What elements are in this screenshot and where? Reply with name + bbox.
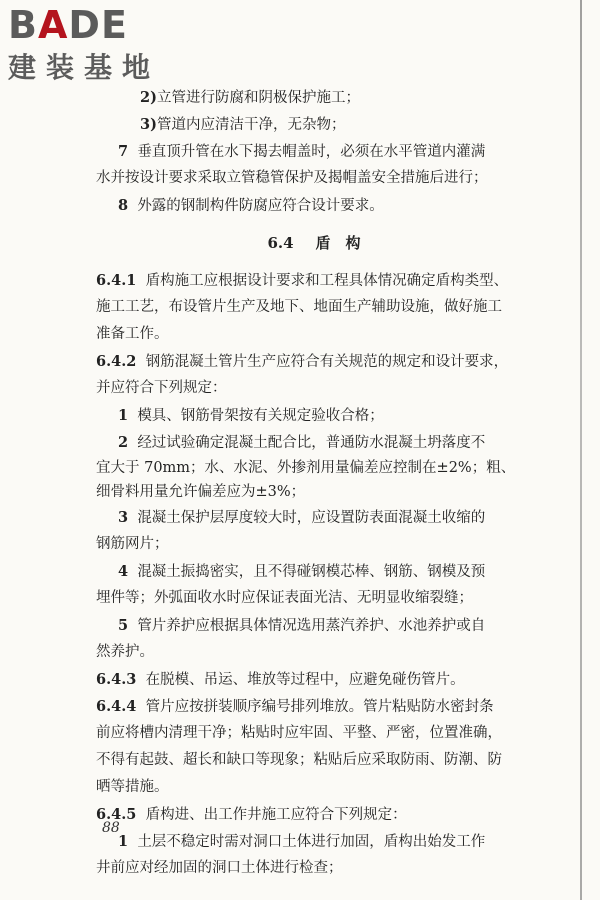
clause-number: 6.4.3 — [96, 671, 137, 688]
clause-text: 盾构施工应根据设计要求和工程具体情况确定盾构类型、 — [145, 273, 509, 289]
list-item-continuation — [96, 855, 532, 882]
clause-text: 在脱模、吊运、堆放等过程中，应避免碰伤管片。 — [145, 672, 465, 688]
section-title: 盾 构 — [315, 234, 361, 252]
clause-number: 6.4.1 — [96, 272, 137, 289]
list-item — [96, 192, 532, 219]
clause-text: 盾构进、出工作井施工应符合下列规定： — [145, 807, 407, 823]
item-text: 宜大于 70mm；水、水泥、外掺剂用量偏差应控制在±2%；粗、 — [96, 460, 516, 476]
clause-number: 6.4.2 — [96, 353, 137, 370]
clause-continuation — [96, 720, 532, 747]
list-item — [96, 138, 532, 165]
list-item-continuation — [96, 165, 532, 192]
page-content — [96, 84, 532, 882]
clause — [96, 348, 532, 375]
bade-logo — [8, 4, 178, 92]
item-text: 埋件等；外弧面收水时应保证表面光洁、无明显收缩裂缝； — [96, 590, 473, 606]
list-item — [96, 111, 532, 138]
clause-text: 钢筋混凝土管片生产应符合有关规范的规定和设计要求， — [145, 354, 509, 370]
clause-number: 6.4.4 — [96, 698, 137, 715]
clause-continuation — [96, 774, 532, 801]
list-item-continuation — [96, 531, 532, 558]
clause-continuation — [96, 294, 532, 321]
item-text: 土层不稳定时需对洞口土体进行加固，盾构出始发工作 — [137, 834, 486, 850]
list-item — [96, 828, 532, 855]
item-number: 5 — [118, 617, 129, 634]
item-text: 模具、钢筋骨架按有关规定验收合格； — [137, 408, 384, 424]
clause — [96, 666, 532, 693]
list-item — [96, 558, 532, 585]
clause-text: 施工工艺，布设管片生产及地下、地面生产辅助设施，做好施工 — [96, 299, 502, 315]
clause-text: 准备工作。 — [96, 326, 169, 342]
clause — [96, 693, 532, 720]
item-number: 4 — [118, 563, 129, 580]
item-text: 混凝土振捣密实，且不得碰钢模芯棒、钢筋、钢模及预 — [137, 564, 486, 580]
clause-text: 晒等措施。 — [96, 779, 169, 795]
clause-continuation — [96, 375, 532, 402]
list-item — [96, 612, 532, 639]
item-text: 外露的钢制构件防腐应符合设计要求。 — [137, 198, 384, 214]
list-item — [96, 402, 532, 429]
list-item-continuation — [96, 585, 532, 612]
logo-wordmark: BADE — [8, 3, 128, 47]
item-number: 3 — [118, 509, 129, 526]
item-text: 井前应对经加固的洞口土体进行检查； — [96, 860, 343, 876]
section-number: 6.4 — [267, 234, 294, 252]
item-text: 细骨料用量允许偏差应为±3%； — [96, 484, 306, 500]
list-item — [96, 84, 532, 111]
clause-text: 并应符合下列规定： — [96, 380, 227, 396]
item-number: 2) — [140, 89, 157, 106]
item-number: 1 — [118, 833, 129, 850]
list-item — [96, 504, 532, 531]
item-text: 经过试验确定混凝土配合比，普通防水混凝土坍落度不 — [137, 435, 486, 451]
logo-subtitle: 建装基地 — [8, 51, 161, 84]
page-edge-shadow — [580, 0, 582, 900]
clause-continuation — [96, 321, 532, 348]
section-heading — [96, 223, 532, 263]
item-text: 水并按设计要求采取立管稳管保护及揭帽盖安全措施后进行； — [96, 170, 488, 186]
list-item-continuation — [96, 456, 532, 480]
item-number: 7 — [118, 143, 129, 160]
item-text: 然养护。 — [96, 644, 154, 660]
list-item — [96, 429, 532, 456]
page-number: 88 — [102, 820, 120, 836]
clause-text: 不得有起鼓、超长和缺口等现象；粘贴后应采取防雨、防潮、防 — [96, 752, 502, 768]
item-text: 管道内应清洁干净，无杂物； — [156, 117, 346, 133]
clause-text: 前应将槽内清理干净；粘贴时应牢固、平整、严密，位置准确， — [96, 725, 502, 741]
clause — [96, 267, 532, 294]
clause-number: 6.4.5 — [96, 806, 137, 823]
list-item-continuation — [96, 639, 532, 666]
item-text: 管片养护应根据具体情况选用蒸汽养护、水池养护或自 — [137, 618, 486, 634]
item-text: 垂直顶升管在水下揭去帽盖时，必须在水平管道内灌满 — [137, 144, 486, 160]
item-text: 钢筋网片； — [96, 536, 169, 552]
item-text: 立管进行防腐和阴极保护施工； — [156, 90, 360, 106]
clause-continuation — [96, 747, 532, 774]
item-number: 8 — [118, 197, 129, 214]
clause — [96, 801, 532, 828]
item-number: 2 — [118, 434, 129, 451]
item-number: 1 — [118, 407, 129, 424]
list-item-continuation — [96, 480, 532, 504]
item-text: 混凝土保护层厚度较大时，应设置防表面混凝土收缩的 — [137, 510, 486, 526]
item-number: 3) — [140, 116, 157, 133]
clause-text: 管片应按拼装顺序编号排列堆放。管片粘贴防水密封条 — [145, 699, 494, 715]
